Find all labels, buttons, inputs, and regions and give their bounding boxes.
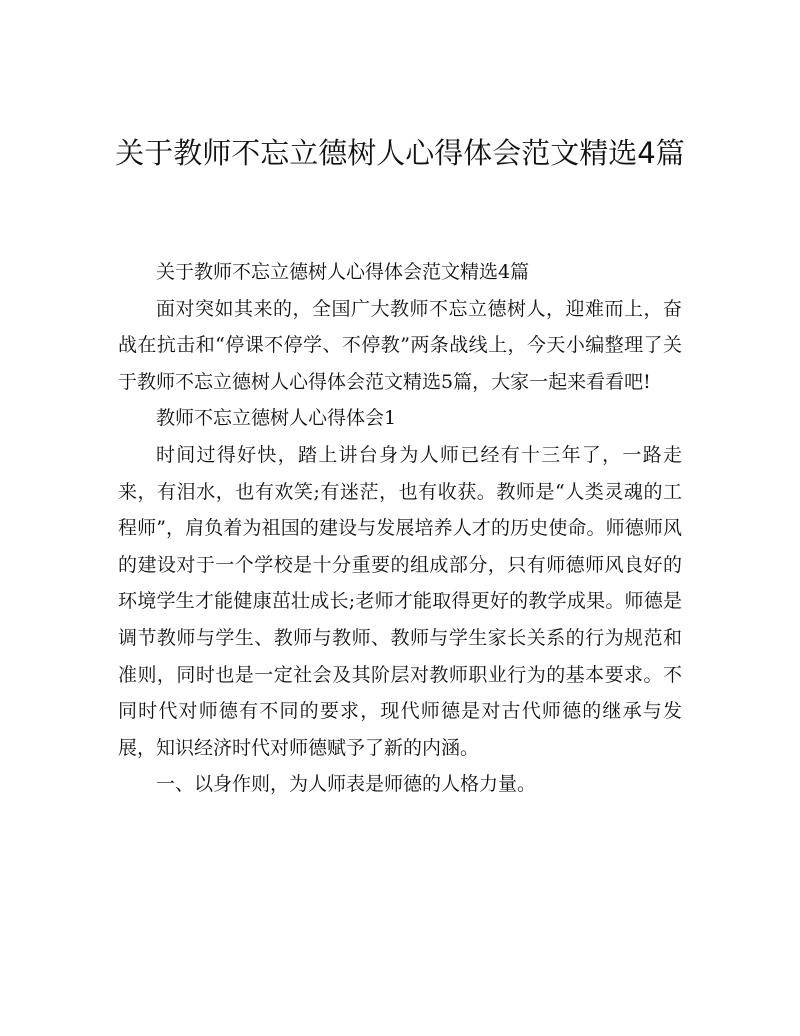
intro-heading: 关于教师不忘立德树人心得体会范文精选4篇 <box>156 261 530 283</box>
intro-paragraph: 面对突如其来的，全国广大教师不忘立德树人，迎难而上，奋战在抗击和“停课不停学、不停教”两条战线上，今天小编整理了关于教师不忘立德树人心得体会范文精选5篇，大家一起来看看吧! <box>118 297 682 393</box>
section-heading: 教师不忘立德树人心得体会1 <box>156 407 397 430</box>
document-title: 关于教师不忘立德树人心得体会范文精选4篇 <box>115 136 685 170</box>
subsection-heading: 一、以身作则，为人师表是师德的人格力量。 <box>156 773 537 796</box>
body-paragraph: 时间过得好快，踏上讲台身为人师已经有十三年了，一路走来，有泪水，也有欢笑;有迷茫，也有收获。教师是“人类灵魂的工程师”，肩负着为祖国的建设与发展培养人才的历史使命。师德师风的建设对于一个学校是十分重要的组成部分，只有师德师风良好的环境学生才能健康茁壮成长;老师才能取得更好的教学成果。师德是调节教师与学生、教师与教师、教师与学生家长关系的行为规范和准则，同时也是一定社会及其阶层对教师职业行为的基本要求。不同时代对师德有不同的要求，现代师德是对古代师德的继承与发展，知识经济时代对师德赋予了新的内涵。 <box>118 443 682 759</box>
document-body <box>118 254 682 803</box>
